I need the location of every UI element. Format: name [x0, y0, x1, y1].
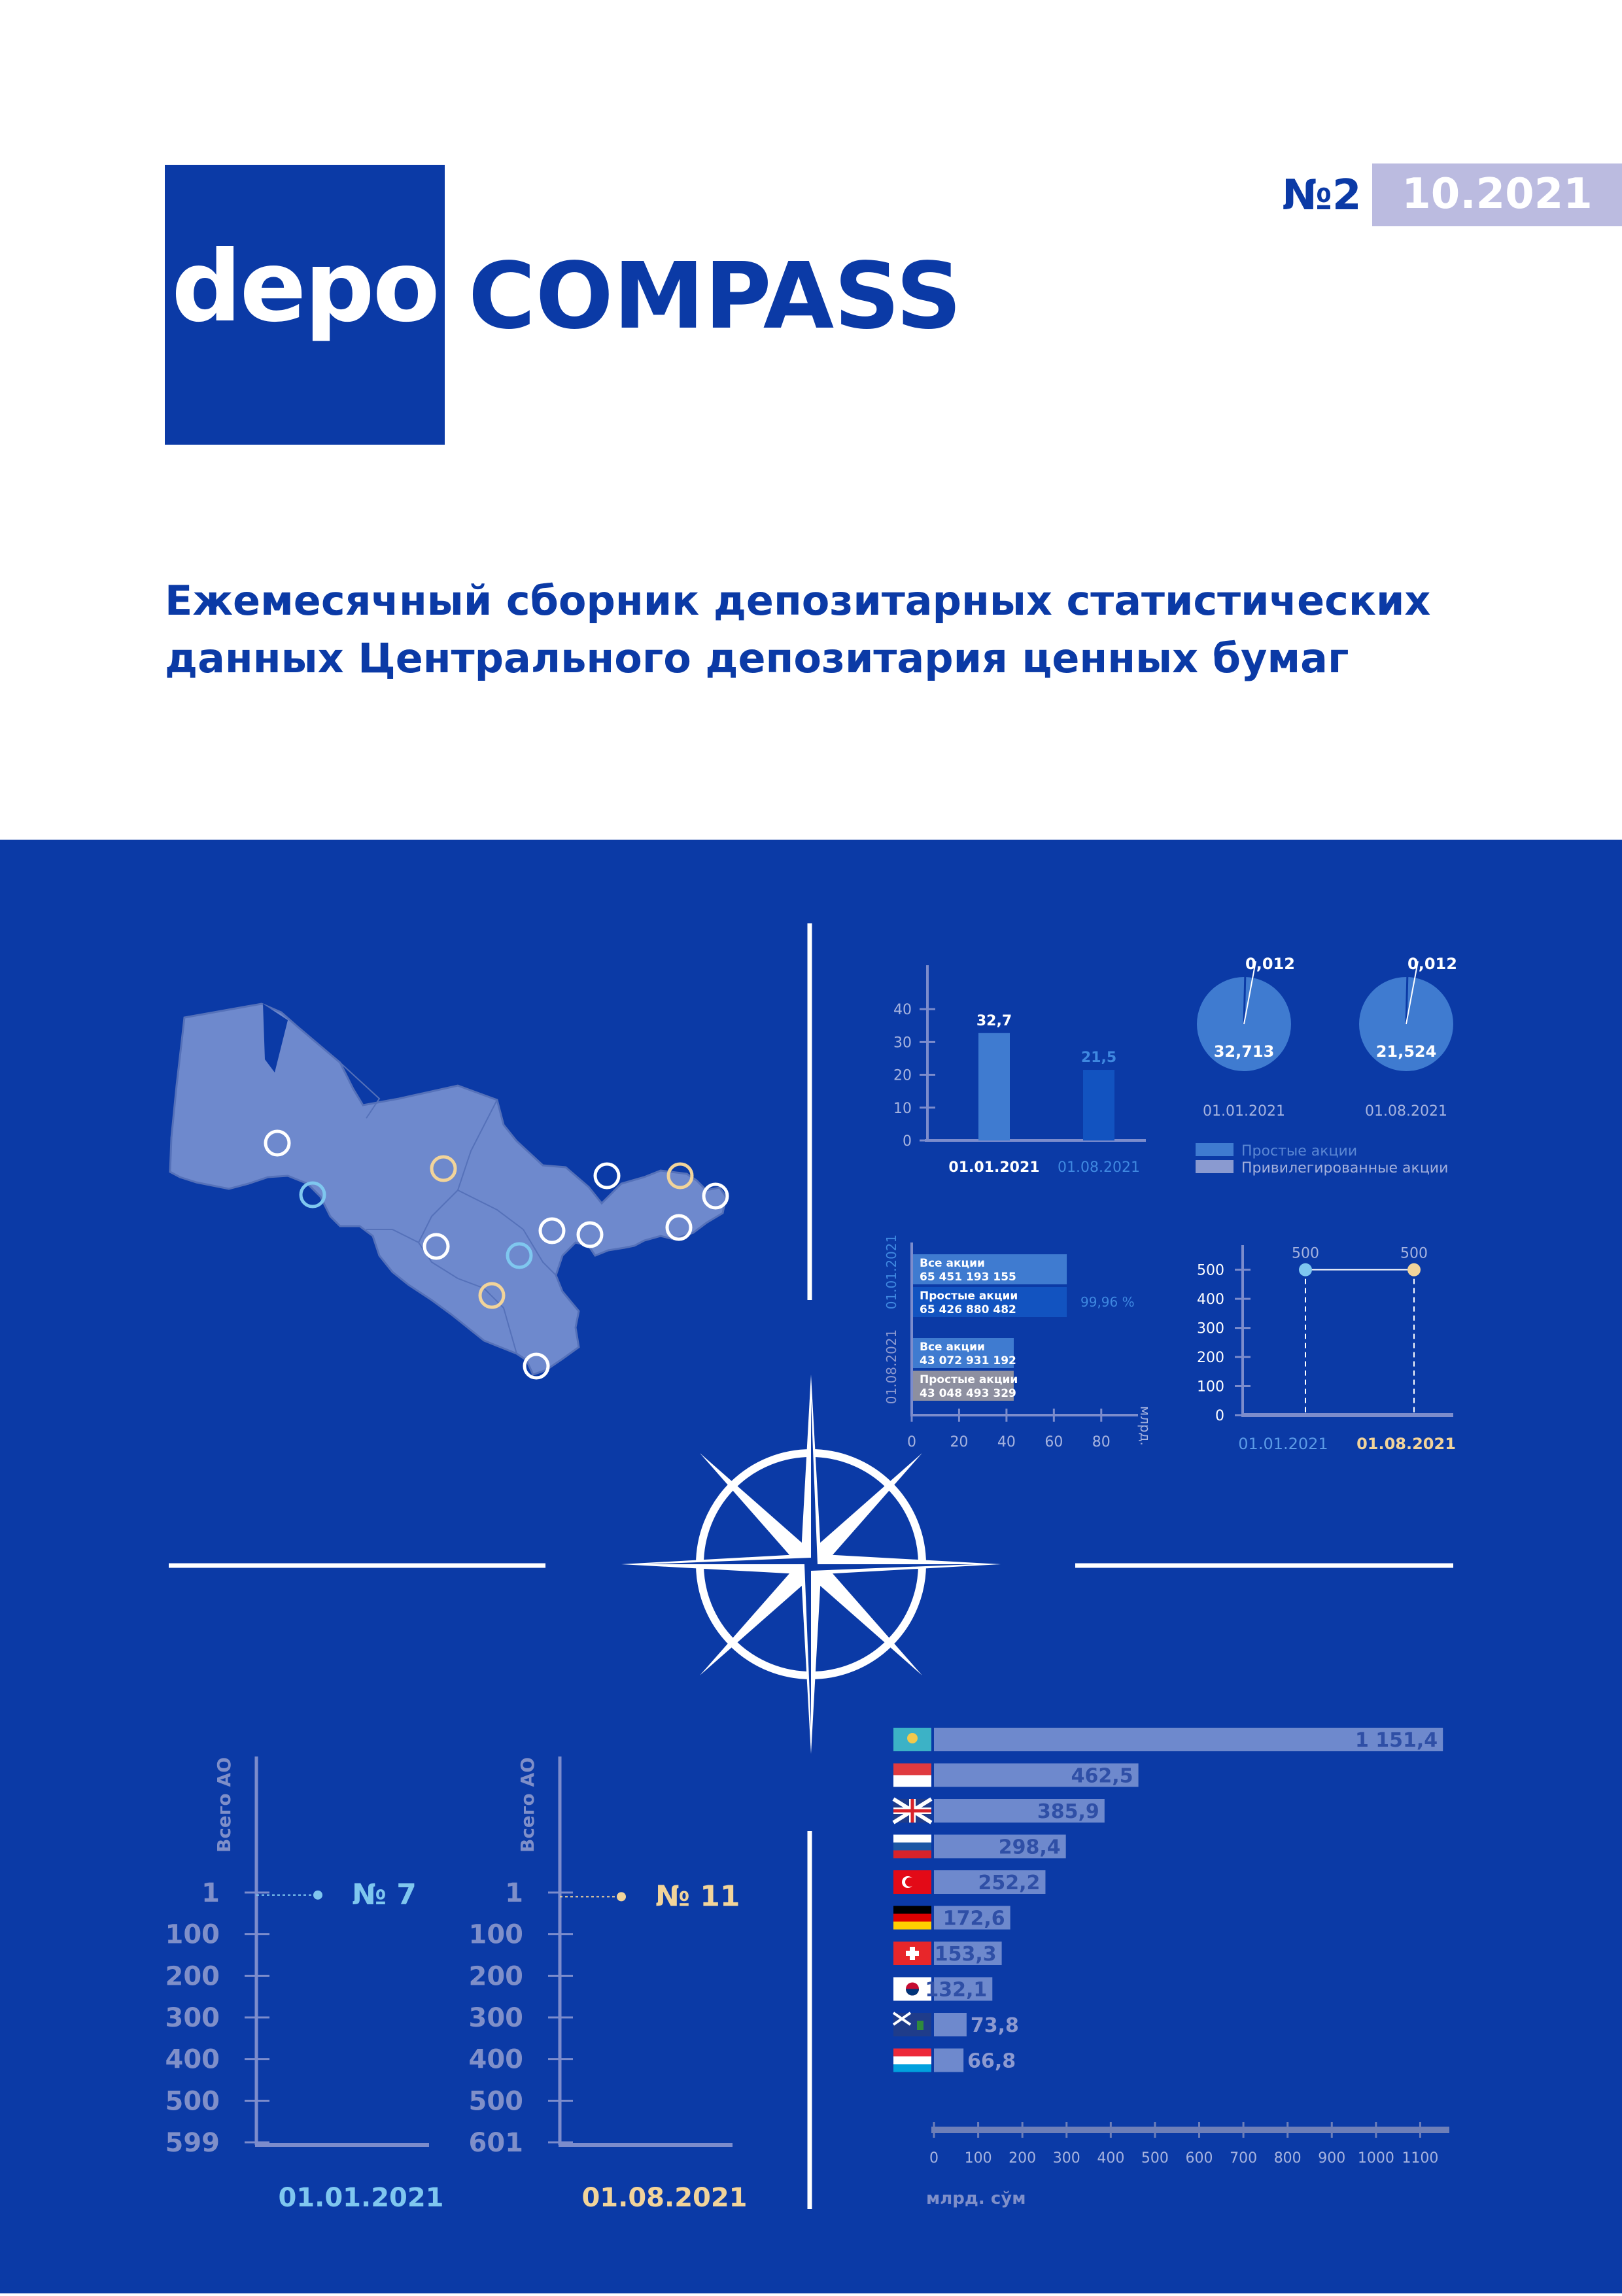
c3-tick-label: 0 [907, 1434, 916, 1450]
rank-tick-label: 400 [165, 2044, 220, 2075]
chart-horizontal-share [884, 1235, 1153, 1450]
c7-value-label: 462,5 [1071, 1764, 1133, 1788]
c1-bar [978, 1033, 1010, 1140]
c4-tick-label: 500 [1197, 1262, 1224, 1279]
c7-tick-label: 500 [1141, 2150, 1169, 2167]
de-stripe [893, 1922, 931, 1930]
brand-name: COMPASS [468, 243, 962, 350]
de-stripe [893, 1906, 931, 1914]
sg-red [893, 1764, 931, 1775]
c7-value-label: 298,4 [998, 1836, 1061, 1859]
chart-vertical-bars [893, 965, 1146, 1176]
rank-tick-label: 601 [468, 2128, 523, 2158]
rank-tick-label: 1 [505, 1878, 523, 1908]
c1-tick-label: 0 [903, 1133, 912, 1150]
pie-label-common: 21,524 [1375, 1042, 1437, 1061]
rank-tick-label: 400 [468, 2044, 523, 2075]
subtitle-line-1: Ежемесячный сборник депозитарных статистических [165, 577, 1431, 625]
rank-date: 01.01.2021 [278, 2183, 444, 2213]
chart-rank-right [469, 1756, 748, 2213]
c7-value-label: 153,3 [934, 1943, 997, 1966]
lu-stripe [893, 2065, 931, 2072]
c3-bars [884, 1235, 1135, 1405]
de-stripe [893, 1914, 931, 1922]
c4-point [1407, 1263, 1421, 1277]
uzbekistan-map [170, 1004, 727, 1378]
c1-category-label: 01.01.2021 [948, 1159, 1040, 1176]
ru-stripe [893, 1843, 931, 1851]
infographic-panel [0, 840, 1622, 2293]
c3-group-date: 01.01.2021 [884, 1234, 899, 1310]
ru-stripe [893, 1851, 931, 1859]
c4-category-label: 01.08.2021 [1356, 1435, 1456, 1453]
map-marker-white [595, 1164, 619, 1188]
kazakhstan-flag-icon [893, 1728, 931, 1751]
pie-date-label: 01.01.2021 [1203, 1103, 1285, 1120]
rank-tick-label: 1 [201, 1878, 220, 1908]
russia-flag-icon [893, 1835, 931, 1859]
c1-bar [1083, 1070, 1114, 1140]
c1-category-label: 01.08.2021 [1058, 1159, 1140, 1176]
c7-tick-label: 1100 [1402, 2150, 1439, 2167]
rank-tick-label: 500 [468, 2086, 523, 2117]
rank-tick-label: 100 [165, 1919, 220, 1950]
turkey-flag-icon [893, 1870, 931, 1894]
compass-point-nw [700, 1453, 819, 1572]
uk-flag-icon [893, 1799, 931, 1823]
pie-date-label: 01.08.2021 [1365, 1103, 1447, 1120]
tr-moon-cut [905, 1877, 914, 1887]
rank-tick-label: 200 [468, 1961, 523, 1992]
c3-group-date: 01.08.2021 [884, 1329, 899, 1405]
c7-tick-label: 0 [929, 2150, 939, 2167]
rank-tick-label: 300 [165, 2003, 220, 2033]
compass-point-sw [700, 1556, 819, 1675]
c3-share-label: 99,96 % [1080, 1294, 1135, 1310]
kz-sun [907, 1733, 918, 1743]
c4-value-label: 500 [1292, 1245, 1319, 1262]
legend-label-preferred: Привилегированные акции [1241, 1160, 1449, 1176]
map-shape [170, 1004, 726, 1375]
bvi-flag-icon [893, 2013, 931, 2036]
c7-axis-unit: млрд. сўм [926, 2189, 1026, 2208]
ru-stripe [893, 1835, 931, 1843]
c3-bar-amount: 65 426 880 482 [920, 1303, 1016, 1316]
c1-value-label: 32,7 [976, 1012, 1012, 1029]
rank-tick-label: 200 [165, 1961, 220, 1992]
c7-tick-label: 900 [1318, 2150, 1346, 2167]
c7-tick-label: 700 [1230, 2150, 1258, 2167]
c7-tick-label: 1000 [1357, 2150, 1394, 2167]
chart-dots [1197, 1245, 1456, 1453]
c3-tick-label: 80 [1092, 1434, 1111, 1450]
c3-bar-amount: 43 048 493 329 [920, 1387, 1016, 1400]
c7-value-label: 1 151,4 [1355, 1729, 1438, 1752]
c1-value-label: 21,5 [1080, 1050, 1117, 1067]
chart-countries [893, 1728, 1449, 2208]
pie-label-preferred: 0,012 [1407, 955, 1457, 973]
luxembourg-flag-icon [893, 2049, 931, 2072]
vg-shield [917, 2021, 923, 2030]
c4-tick-label: 0 [1215, 1408, 1224, 1424]
rank-tick-label: 500 [165, 2086, 220, 2117]
c3-bar-amount: 43 072 931 192 [920, 1354, 1016, 1367]
rank-tick-label: 100 [468, 1919, 523, 1950]
c7-tick-label: 200 [1009, 2150, 1037, 2167]
c7-tick-label: 600 [1185, 2150, 1213, 2167]
compass-point-se [803, 1556, 922, 1675]
c1-bars [948, 1013, 1140, 1176]
germany-flag-icon [893, 1906, 931, 1930]
c4-point [1299, 1263, 1312, 1277]
c1-tick-label: 20 [893, 1067, 912, 1084]
c4-value-label: 500 [1400, 1245, 1428, 1262]
rank-axis-title: Всего АО [213, 1756, 235, 1853]
sg-white [893, 1775, 931, 1787]
rank-date: 01.08.2021 [581, 2183, 748, 2213]
rank-marker [313, 1891, 322, 1900]
c7-bars [893, 1728, 1443, 2073]
logo-word: depo [171, 230, 438, 344]
c7-x-axis [926, 2122, 1449, 2208]
issue-date: 10.2021 [1402, 170, 1593, 218]
c4-category-label: 01.01.2021 [1238, 1435, 1328, 1453]
rank-tick-label: 599 [165, 2128, 220, 2158]
legend-label-common: Простые акции [1241, 1143, 1358, 1159]
c7-tick-label: 800 [1273, 2150, 1302, 2167]
c3-tick-label: 20 [950, 1434, 969, 1450]
c7-bar [934, 2013, 967, 2036]
c7-tick-label: 100 [964, 2150, 992, 2167]
c1-tick-label: 10 [893, 1100, 912, 1117]
pie-label-common: 32,713 [1213, 1042, 1275, 1061]
rank-label: № 11 [655, 1879, 740, 1913]
c7-tick-label: 300 [1052, 2150, 1080, 2167]
pie-label-preferred: 0,012 [1245, 955, 1295, 973]
c7-tick-label: 400 [1097, 2150, 1125, 2167]
c2-pie-group [1197, 955, 1457, 1120]
c7-bar [934, 2049, 963, 2072]
rank-marker [617, 1892, 626, 1901]
c3-tick-label: 40 [997, 1434, 1016, 1450]
c7-value-label: 172,6 [942, 1907, 1005, 1930]
legend-swatch-common [1196, 1143, 1234, 1156]
singapore-flag-icon [893, 1764, 931, 1787]
issue-number: №2 [1282, 171, 1362, 220]
subtitle-line-2: данных Центрального депозитария ценных бумаг [165, 634, 1349, 682]
ch-cross-h [906, 1951, 919, 1956]
lu-stripe [893, 2049, 931, 2057]
chart-pies [1196, 955, 1457, 1176]
chart-rank-left [165, 1756, 444, 2213]
c3-tick-label: 60 [1044, 1434, 1063, 1450]
c4-tick-label: 400 [1197, 1292, 1224, 1309]
c3-bar-name: Все акции [920, 1257, 985, 1270]
infographic-canvas [0, 840, 1622, 2293]
c7-value-label: 132,1 [925, 1978, 988, 2002]
c7-value-label: 385,9 [1037, 1800, 1099, 1823]
c4-points [1238, 1246, 1456, 1453]
c7-value-label: 73,8 [970, 2014, 1019, 2037]
lu-stripe [893, 2057, 931, 2065]
c3-bar-name: Все акции [920, 1341, 985, 1354]
c3-axis-unit: млрд. [1137, 1406, 1153, 1446]
c4-tick-label: 200 [1197, 1350, 1224, 1367]
switzerland-flag-icon [893, 1942, 931, 1965]
c3-bar-amount: 65 451 193 155 [920, 1271, 1016, 1284]
compass-rose-icon [621, 1375, 1001, 1754]
c7-value-label: 66,8 [967, 2049, 1016, 2073]
c7-value-label: 252,2 [978, 1872, 1041, 1894]
c3-bar-name: Простые акции [920, 1290, 1018, 1303]
rank-axis-title: Всего АО [517, 1756, 538, 1853]
c4-tick-label: 100 [1197, 1379, 1224, 1396]
c1-tick-label: 40 [893, 1002, 912, 1019]
c2-legend [1196, 1143, 1448, 1176]
compass-shading [647, 1401, 975, 1728]
c3-bar-name: Простые акции [920, 1373, 1018, 1386]
c1-tick-label: 30 [893, 1035, 912, 1052]
compass-point-ne [803, 1453, 922, 1572]
rank-tick-label: 300 [468, 2003, 523, 2033]
legend-swatch-preferred [1196, 1160, 1234, 1173]
rank-label: № 7 [352, 1877, 417, 1911]
c4-tick-label: 300 [1197, 1320, 1224, 1337]
